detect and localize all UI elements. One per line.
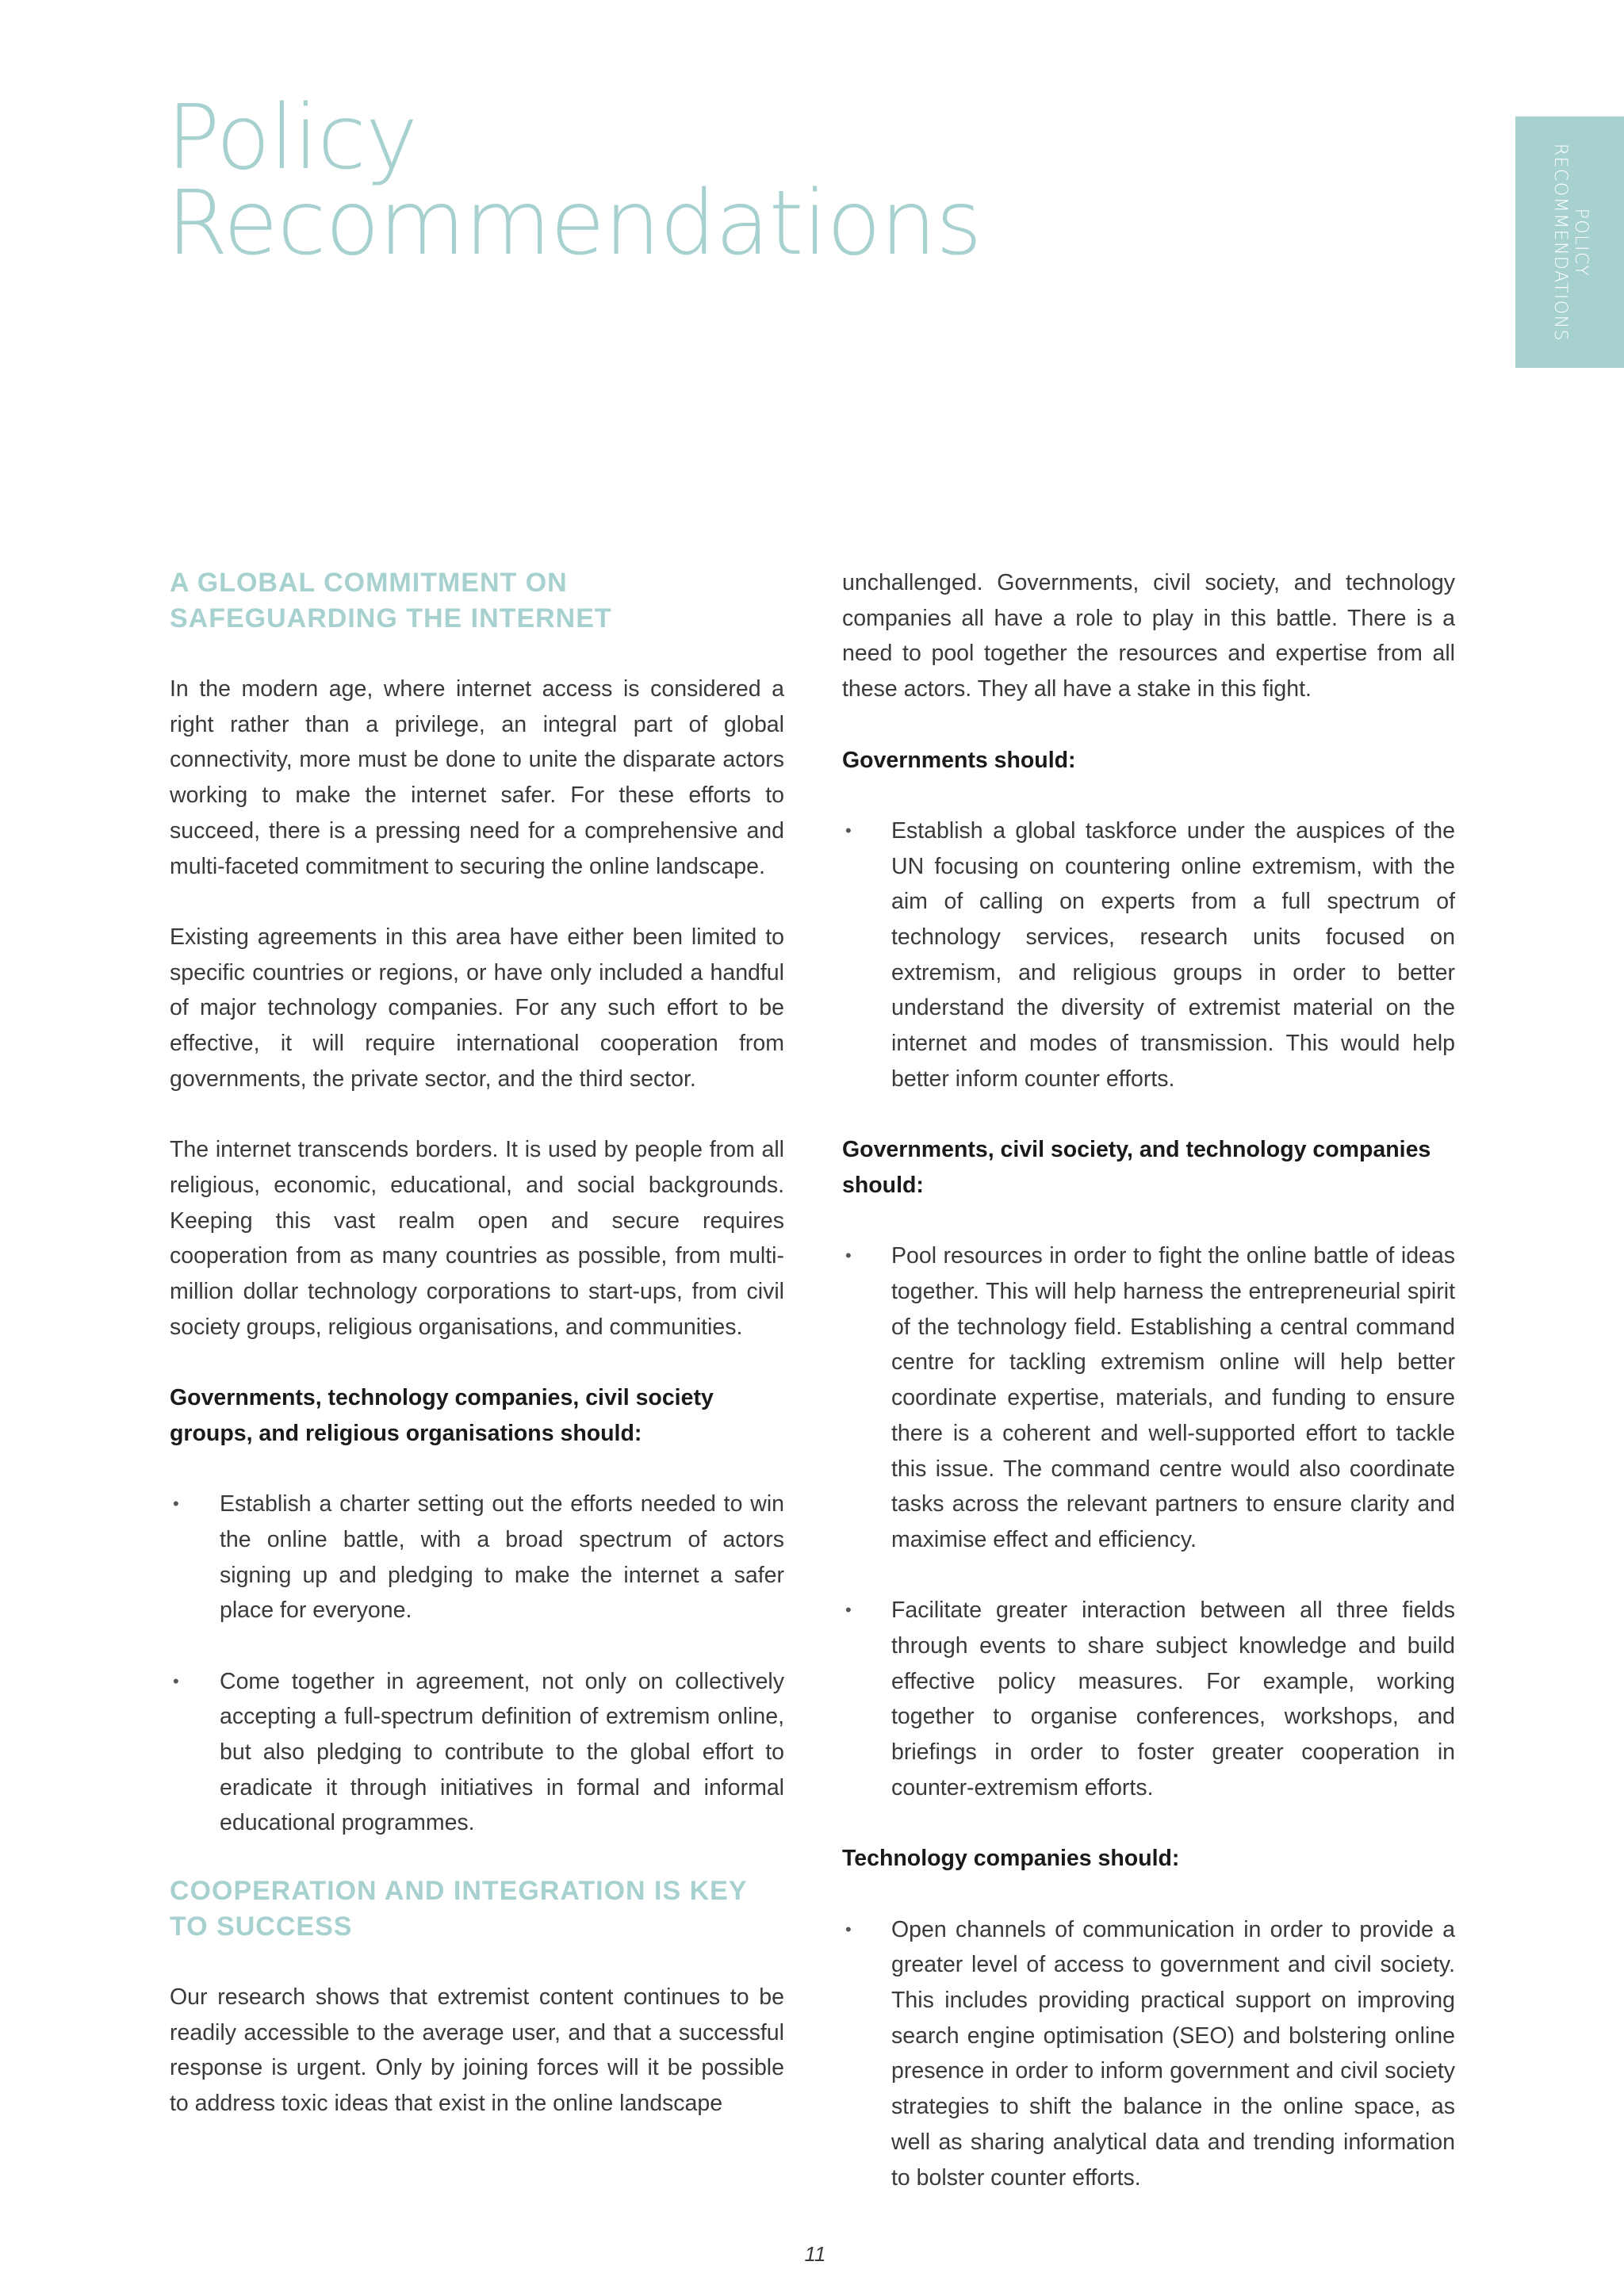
bullet-item: • Establish a charter setting out the efforts needed to win the online battle, with a broad spectrum of actors signing up and pledging to make the internet a safer place for everyone. [170,1487,784,1628]
page-title [167,86,1039,275]
bullet-list [170,1487,784,1841]
bullet-icon: • [845,1246,852,1266]
bullet-icon: • [845,820,852,840]
bullet-item: • Establish a global taskforce under the auspices of the UN focusing on countering online extremism, with the aim of calling on experts from a full spectrum of technology services, research units focused on extremism, and religious groups in order to better understand the diversity of extremist material on the internet and modes of transmission. This would help better inform counter efforts. [842,813,1455,1097]
recommendation-lead: Governments, technology companies, civil society groups, and religious organisations should: [170,1385,714,1446]
left-column [170,565,784,2156]
bullet-icon: • [173,1670,179,1691]
section-side-tab [1515,117,1624,368]
bullet-list [842,1238,1455,1805]
bullet-item: • Come together in agreement, not only on collectively accepting a full-spectrum definition of extremism online, but also pledging to contribute to the global effort to eradicate it through initiatives in formal and informal educational programmes. [170,1664,784,1842]
page-title-line-1: Policy [167,86,418,189]
recommendation-lead: Governments should: [842,747,1076,773]
paragraph: In the modern age, where internet access is considered a right rather than a privilege, an integral part of global connectivity, more must be done to unite the disparate actors working to make the internet safer. For these efforts to succeed, there is a pressing need for a comprehensive and multi-faceted commitment to securing the online landscape. [170,676,784,879]
section-heading-cooperation: COOPERATION AND INTEGRATION IS KEY TO SUCCESS [170,1875,748,1942]
recommendation-lead: Governments, civil society, and technology companies should: [842,1137,1431,1198]
right-column [842,565,1455,2231]
page-number: 11 [804,2242,826,2266]
recommendation-lead: Technology companies should: [842,1846,1180,1872]
bullet-icon: • [173,1494,179,1514]
paragraph: Our research shows that extremist content continues to be readily accessible to the average user, and that a successful response is urgent. Only by joining forces will it be possible to address toxic ideas that exist in the online landscape [170,1984,784,2116]
paragraph: The internet transcends borders. It is used by people from all religious, economic, educational, and social backgrounds. Keeping this vast realm open and secure requires cooperation from as many countries as possible, from multi-million dollar technology corporations to start-ups, from civil society groups, religious organisations, and communities. [170,1137,784,1340]
bullet-icon: • [845,1919,852,1939]
bullet-item: • Facilitate greater interaction between all three fields through events to share subject knowledge and build effective policy measures. For example, working together to organise conferences, workshops, and briefings in order to foster greater cooperation in counter-extremism efforts. [842,1593,1455,1805]
paragraph: unchallenged. Governments, civil society, and technology companies all have a role to play in this battle. There is a need to pool together the resources and expertise from all these actors. They all have a stake in this fight. [842,570,1455,702]
bullet-list [842,1912,1455,2196]
section-side-tab-label: POLICY RECOMMENDATIONS [1549,143,1591,342]
bullet-icon: • [845,1600,852,1621]
bullet-item: • Open channels of communication in order to provide a greater level of access to government and civil society. This includes providing practical support on improving search engine optimisation (SEO) and bolstering online presence in order to inform government and civil society strategies to shift the balance in the online space, as well as sharing analytical data and trending information to bolster counter efforts. [842,1912,1455,2196]
bullet-item: • Pool resources in order to fight the online battle of ideas together. This will help harness the entrepreneurial spirit of the technology field. Establishing a central command centre for tackling extremism online will help better coordinate expertise, materials, and funding to ensure there is a coherent and well-supported effort to tackle this issue. The command centre would also coordinate tasks across the relevant partners to ensure clarity and maximise effect and efficiency. [842,1238,1455,1557]
bullet-list [842,813,1455,1097]
page-title-line-2: Recommendations [167,172,982,275]
paragraph: Existing agreements in this area have either been limited to specific countries or regions, or have only included a handful of major technology companies. For any such effort to be effective, it will require international cooperation from governments, the private sector, and the third sector. [170,924,784,1092]
section-heading-global-commitment: A GLOBAL COMMITMENT ON SAFEGUARDING THE INTERNET [170,568,612,633]
